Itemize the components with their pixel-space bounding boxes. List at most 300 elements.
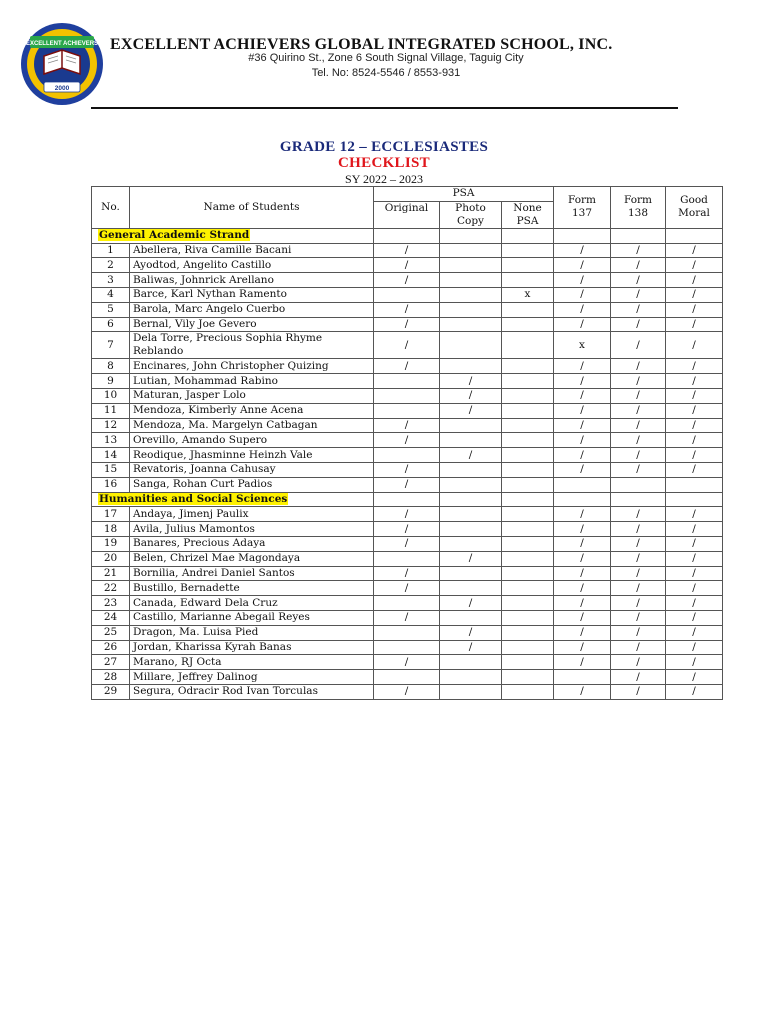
good-moral-mark: /: [666, 403, 723, 418]
form-138-mark: /: [611, 418, 666, 433]
form-138-mark: /: [611, 287, 666, 302]
section-empty-cell: [440, 228, 502, 243]
photo-copy-mark: /: [440, 448, 502, 463]
section-empty-cell: [611, 228, 666, 243]
header-divider: [91, 107, 678, 109]
none-psa-mark: [502, 522, 554, 537]
student-number: 10: [92, 388, 130, 403]
table-row: [92, 522, 723, 537]
section-empty-cell: [502, 228, 554, 243]
header-form-138-line1: Form: [624, 194, 653, 207]
student-number: 29: [92, 684, 130, 699]
good-moral-mark: /: [666, 625, 723, 640]
photo-copy-mark: [440, 258, 502, 273]
original-mark: [374, 640, 440, 655]
header-form-138: [611, 187, 666, 229]
student-name: Bustillo, Bernadette: [130, 581, 374, 596]
student-number: 20: [92, 551, 130, 566]
none-psa-mark: x: [502, 287, 554, 302]
student-name: Avila, Julius Mamontos: [130, 522, 374, 537]
none-psa-mark: [502, 302, 554, 317]
student-name: Reodique, Jhasminne Heinzh Vale: [130, 448, 374, 463]
section-empty-cell: [502, 492, 554, 507]
school-address: #36 Quirino St., Zone 6 South Signal Village, Taguig City: [248, 52, 524, 64]
photo-copy-mark: [440, 610, 502, 625]
form-138-mark: [611, 477, 666, 492]
section-empty-cell: [374, 492, 440, 507]
table-row: [92, 243, 723, 258]
none-psa-mark: [502, 403, 554, 418]
good-moral-mark: /: [666, 536, 723, 551]
none-psa-mark: [502, 566, 554, 581]
none-psa-mark: [502, 462, 554, 477]
student-name: Sanga, Rohan Curt Padios: [130, 477, 374, 492]
student-name: Encinares, John Christopher Quizing: [130, 359, 374, 374]
good-moral-mark: /: [666, 273, 723, 288]
table-row: [92, 258, 723, 273]
photo-copy-mark: /: [440, 640, 502, 655]
student-name: Mendoza, Ma. Margelyn Catbagan: [130, 418, 374, 433]
student-name: Segura, Odracir Rod Ivan Torculas: [130, 684, 374, 699]
photo-copy-mark: [440, 302, 502, 317]
student-name: Bernal, Vily Joe Gevero: [130, 317, 374, 332]
student-name: Baliwas, Johnrick Arellano: [130, 273, 374, 288]
student-number: 1: [92, 243, 130, 258]
good-moral-mark: /: [666, 596, 723, 611]
form-138-mark: /: [611, 566, 666, 581]
student-number: 17: [92, 507, 130, 522]
photo-copy-mark: [440, 243, 502, 258]
good-moral-mark: /: [666, 258, 723, 273]
none-psa-mark: [502, 655, 554, 670]
form-137-mark: /: [554, 273, 611, 288]
form-137-mark: [554, 670, 611, 685]
good-moral-mark: [666, 477, 723, 492]
student-name: Marano, RJ Octa: [130, 655, 374, 670]
form-138-mark: /: [611, 507, 666, 522]
good-moral-mark: /: [666, 374, 723, 389]
form-137-mark: /: [554, 610, 611, 625]
student-name: Dragon, Ma. Luisa Pied: [130, 625, 374, 640]
form-137-mark: /: [554, 433, 611, 448]
table-row: [92, 566, 723, 581]
form-138-mark: /: [611, 551, 666, 566]
student-number: 27: [92, 655, 130, 670]
student-number: 26: [92, 640, 130, 655]
photo-copy-mark: [440, 462, 502, 477]
student-name: Millare, Jeffrey Dalinog: [130, 670, 374, 685]
form-138-mark: /: [611, 433, 666, 448]
original-mark: /: [374, 522, 440, 537]
school-logo: [20, 22, 104, 106]
none-psa-mark: [502, 581, 554, 596]
form-138-mark: /: [611, 536, 666, 551]
photo-copy-mark: /: [440, 403, 502, 418]
none-psa-mark: [502, 670, 554, 685]
student-number: 28: [92, 670, 130, 685]
none-psa-mark: [502, 332, 554, 359]
good-moral-mark: /: [666, 581, 723, 596]
good-moral-mark: /: [666, 670, 723, 685]
none-psa-mark: [502, 273, 554, 288]
table-row: [92, 670, 723, 685]
original-mark: /: [374, 477, 440, 492]
form-137-mark: /: [554, 507, 611, 522]
photo-copy-mark: [440, 273, 502, 288]
table-row: [92, 655, 723, 670]
photo-copy-mark: [440, 507, 502, 522]
student-number: 9: [92, 374, 130, 389]
form-138-mark: /: [611, 581, 666, 596]
photo-copy-mark: [440, 287, 502, 302]
table-row: [92, 374, 723, 389]
form-138-mark: /: [611, 258, 666, 273]
student-number: 18: [92, 522, 130, 537]
original-mark: [374, 670, 440, 685]
table-row: [92, 302, 723, 317]
table-row: [92, 551, 723, 566]
good-moral-mark: /: [666, 566, 723, 581]
photo-copy-mark: [440, 332, 502, 359]
form-138-mark: /: [611, 317, 666, 332]
photo-copy-mark: [440, 566, 502, 581]
school-name: EXCELLENT ACHIEVERS GLOBAL INTEGRATED SCHOOL, INC.: [110, 36, 613, 53]
student-name: Belen, Chrizel Mae Magondaya: [130, 551, 374, 566]
original-mark: [374, 596, 440, 611]
section-empty-cell: [666, 492, 723, 507]
none-psa-mark: [502, 418, 554, 433]
table-row: [92, 536, 723, 551]
section-empty-cell: [666, 228, 723, 243]
photo-copy-mark: [440, 581, 502, 596]
none-psa-mark: [502, 433, 554, 448]
form-138-mark: /: [611, 640, 666, 655]
original-mark: /: [374, 258, 440, 273]
logo-year: 2000: [54, 85, 70, 92]
student-number: 13: [92, 433, 130, 448]
header-photo-copy: [440, 201, 502, 228]
logo-top-text: EXCELLENT ACHIEVERS: [25, 41, 99, 47]
student-name: Lutian, Mohammad Rabino: [130, 374, 374, 389]
header-good-moral: [666, 187, 723, 229]
good-moral-mark: /: [666, 507, 723, 522]
form-138-mark: /: [611, 462, 666, 477]
table-row: [92, 418, 723, 433]
form-137-mark: /: [554, 551, 611, 566]
photo-copy-mark: [440, 317, 502, 332]
form-138-mark: /: [611, 596, 666, 611]
table-row: [92, 581, 723, 596]
header-form-137: [554, 187, 611, 229]
form-138-mark: /: [611, 655, 666, 670]
header-none-line2: PSA: [516, 214, 539, 227]
original-mark: [374, 625, 440, 640]
form-137-mark: /: [554, 596, 611, 611]
form-138-mark: /: [611, 448, 666, 463]
photo-copy-mark: [440, 684, 502, 699]
original-mark: /: [374, 462, 440, 477]
header-good-moral-line2: Moral: [678, 207, 710, 220]
student-name: Bornilia, Andrei Daniel Santos: [130, 566, 374, 581]
form-137-mark: /: [554, 317, 611, 332]
form-137-mark: /: [554, 374, 611, 389]
student-name: Jordan, Kharissa Kyrah Banas: [130, 640, 374, 655]
original-mark: /: [374, 566, 440, 581]
none-psa-mark: [502, 317, 554, 332]
header-good-moral-line1: Good: [680, 194, 708, 207]
header-none-psa: [502, 201, 554, 228]
student-number: 3: [92, 273, 130, 288]
header-form-138-line2: 138: [627, 207, 649, 220]
section-empty-cell: [440, 492, 502, 507]
section-label-cell: [92, 228, 374, 243]
photo-copy-mark: [440, 536, 502, 551]
student-number: 25: [92, 625, 130, 640]
student-number: 22: [92, 581, 130, 596]
student-name: Mendoza, Kimberly Anne Acena: [130, 403, 374, 418]
header-original: Original: [374, 201, 440, 228]
photo-copy-mark: /: [440, 625, 502, 640]
photo-copy-mark: /: [440, 551, 502, 566]
form-137-mark: /: [554, 418, 611, 433]
none-psa-mark: [502, 477, 554, 492]
student-number: 12: [92, 418, 130, 433]
checklist-title: CHECKLIST: [338, 155, 430, 171]
form-137-mark: /: [554, 302, 611, 317]
student-number: 7: [92, 332, 130, 359]
good-moral-mark: /: [666, 684, 723, 699]
original-mark: [374, 388, 440, 403]
good-moral-mark: /: [666, 359, 723, 374]
table-header: [92, 187, 723, 229]
form-137-mark: /: [554, 462, 611, 477]
table-row: [92, 507, 723, 522]
student-name: Orevillo, Amando Supero: [130, 433, 374, 448]
student-number: 4: [92, 287, 130, 302]
original-mark: /: [374, 302, 440, 317]
original-mark: /: [374, 610, 440, 625]
none-psa-mark: [502, 258, 554, 273]
form-137-mark: /: [554, 655, 611, 670]
form-137-mark: /: [554, 625, 611, 640]
form-138-mark: /: [611, 302, 666, 317]
original-mark: /: [374, 243, 440, 258]
table-row: [92, 462, 723, 477]
section-label: General Academic Strand: [99, 229, 250, 242]
good-moral-mark: /: [666, 243, 723, 258]
header-photo-line1: Photo: [455, 201, 486, 214]
good-moral-mark: /: [666, 462, 723, 477]
table-row: [92, 477, 723, 492]
section-empty-cell: [554, 492, 611, 507]
form-137-mark: /: [554, 581, 611, 596]
photo-copy-mark: [440, 418, 502, 433]
good-moral-mark: /: [666, 551, 723, 566]
none-psa-mark: [502, 359, 554, 374]
table-row: [92, 287, 723, 302]
form-137-mark: /: [554, 566, 611, 581]
header-psa: PSA: [374, 187, 554, 202]
form-138-mark: /: [611, 610, 666, 625]
form-138-mark: /: [611, 388, 666, 403]
student-name: Dela Torre, Precious Sophia Rhyme Reblando: [130, 332, 374, 359]
none-psa-mark: [502, 610, 554, 625]
good-moral-mark: /: [666, 332, 723, 359]
student-name: Andaya, Jimenj Paulix: [130, 507, 374, 522]
school-year: SY 2022 – 2023: [345, 172, 423, 186]
photo-copy-mark: [440, 670, 502, 685]
form-138-mark: /: [611, 670, 666, 685]
none-psa-mark: [502, 243, 554, 258]
header-form-137-line2: 137: [571, 207, 593, 220]
original-mark: [374, 551, 440, 566]
good-moral-mark: /: [666, 640, 723, 655]
student-number: 15: [92, 462, 130, 477]
none-psa-mark: [502, 448, 554, 463]
section-empty-cell: [611, 492, 666, 507]
form-137-mark: /: [554, 403, 611, 418]
none-psa-mark: [502, 596, 554, 611]
table-row: [92, 684, 723, 699]
original-mark: /: [374, 359, 440, 374]
table-row: [92, 317, 723, 332]
form-137-mark: /: [554, 243, 611, 258]
student-name: Revatoris, Joanna Cahusay: [130, 462, 374, 477]
good-moral-mark: /: [666, 610, 723, 625]
original-mark: [374, 374, 440, 389]
good-moral-mark: /: [666, 418, 723, 433]
section-row: [92, 228, 723, 243]
table-row: [92, 388, 723, 403]
grade-title: GRADE 12 – ECCLESIASTES: [279, 139, 489, 155]
form-138-mark: /: [611, 522, 666, 537]
photo-copy-mark: [440, 359, 502, 374]
original-mark: /: [374, 332, 440, 359]
original-mark: /: [374, 581, 440, 596]
table-row: [92, 332, 723, 359]
table-row: [92, 640, 723, 655]
form-137-mark: /: [554, 448, 611, 463]
student-number: 8: [92, 359, 130, 374]
student-number: 23: [92, 596, 130, 611]
table-row: [92, 448, 723, 463]
form-138-mark: /: [611, 374, 666, 389]
none-psa-mark: [502, 684, 554, 699]
student-number: 5: [92, 302, 130, 317]
form-137-mark: [554, 477, 611, 492]
original-mark: /: [374, 418, 440, 433]
original-mark: /: [374, 655, 440, 670]
header-photo-line2: Copy: [456, 214, 484, 227]
original-mark: /: [374, 273, 440, 288]
none-psa-mark: [502, 536, 554, 551]
form-137-mark: /: [554, 522, 611, 537]
form-137-mark: /: [554, 640, 611, 655]
form-137-mark: x: [554, 332, 611, 359]
form-137-mark: /: [554, 287, 611, 302]
student-number: 14: [92, 448, 130, 463]
table-row: [92, 610, 723, 625]
student-number: 16: [92, 477, 130, 492]
form-138-mark: /: [611, 625, 666, 640]
form-138-mark: /: [611, 332, 666, 359]
form-138-mark: /: [611, 273, 666, 288]
section-label-cell: [92, 492, 374, 507]
checklist-table: [91, 186, 723, 700]
form-138-mark: /: [611, 243, 666, 258]
good-moral-mark: /: [666, 287, 723, 302]
none-psa-mark: [502, 640, 554, 655]
photo-copy-mark: [440, 522, 502, 537]
photo-copy-mark: /: [440, 596, 502, 611]
photo-copy-mark: [440, 433, 502, 448]
none-psa-mark: [502, 625, 554, 640]
good-moral-mark: /: [666, 433, 723, 448]
header-none-line1: None: [513, 201, 542, 214]
original-mark: [374, 287, 440, 302]
table-row: [92, 433, 723, 448]
header-name: Name of Students: [130, 187, 374, 229]
original-mark: /: [374, 536, 440, 551]
student-number: 11: [92, 403, 130, 418]
form-137-mark: /: [554, 684, 611, 699]
form-138-mark: /: [611, 359, 666, 374]
photo-copy-mark: /: [440, 374, 502, 389]
section-row: [92, 492, 723, 507]
student-name: Maturan, Jasper Lolo: [130, 388, 374, 403]
section-label: Humanities and Social Sciences: [99, 492, 288, 505]
good-moral-mark: /: [666, 655, 723, 670]
original-mark: [374, 403, 440, 418]
school-telephone: Tel. No: 8524-5546 / 8553-931: [311, 67, 461, 79]
good-moral-mark: /: [666, 317, 723, 332]
original-mark: /: [374, 684, 440, 699]
form-137-mark: /: [554, 388, 611, 403]
table-row: [92, 359, 723, 374]
student-number: 2: [92, 258, 130, 273]
student-name: Castillo, Marianne Abegail Reyes: [130, 610, 374, 625]
student-number: 6: [92, 317, 130, 332]
student-number: 19: [92, 536, 130, 551]
student-name: Ayodtod, Angelito Castillo: [130, 258, 374, 273]
header-no: No.: [92, 187, 130, 229]
original-mark: /: [374, 317, 440, 332]
student-number: 24: [92, 610, 130, 625]
student-number: 21: [92, 566, 130, 581]
original-mark: [374, 448, 440, 463]
none-psa-mark: [502, 388, 554, 403]
section-empty-cell: [374, 228, 440, 243]
student-name: Barola, Marc Angelo Cuerbo: [130, 302, 374, 317]
table-row: [92, 403, 723, 418]
photo-copy-mark: [440, 477, 502, 492]
form-137-mark: /: [554, 359, 611, 374]
table-row: [92, 596, 723, 611]
form-138-mark: /: [611, 684, 666, 699]
student-name: Abellera, Riva Camille Bacani: [130, 243, 374, 258]
none-psa-mark: [502, 507, 554, 522]
form-137-mark: /: [554, 258, 611, 273]
none-psa-mark: [502, 374, 554, 389]
header-form-137-line1: Form: [568, 194, 597, 207]
good-moral-mark: /: [666, 388, 723, 403]
photo-copy-mark: [440, 655, 502, 670]
good-moral-mark: /: [666, 302, 723, 317]
form-137-mark: /: [554, 536, 611, 551]
section-empty-cell: [554, 228, 611, 243]
student-name: Barce, Karl Nythan Ramento: [130, 287, 374, 302]
table-body: [92, 228, 723, 699]
